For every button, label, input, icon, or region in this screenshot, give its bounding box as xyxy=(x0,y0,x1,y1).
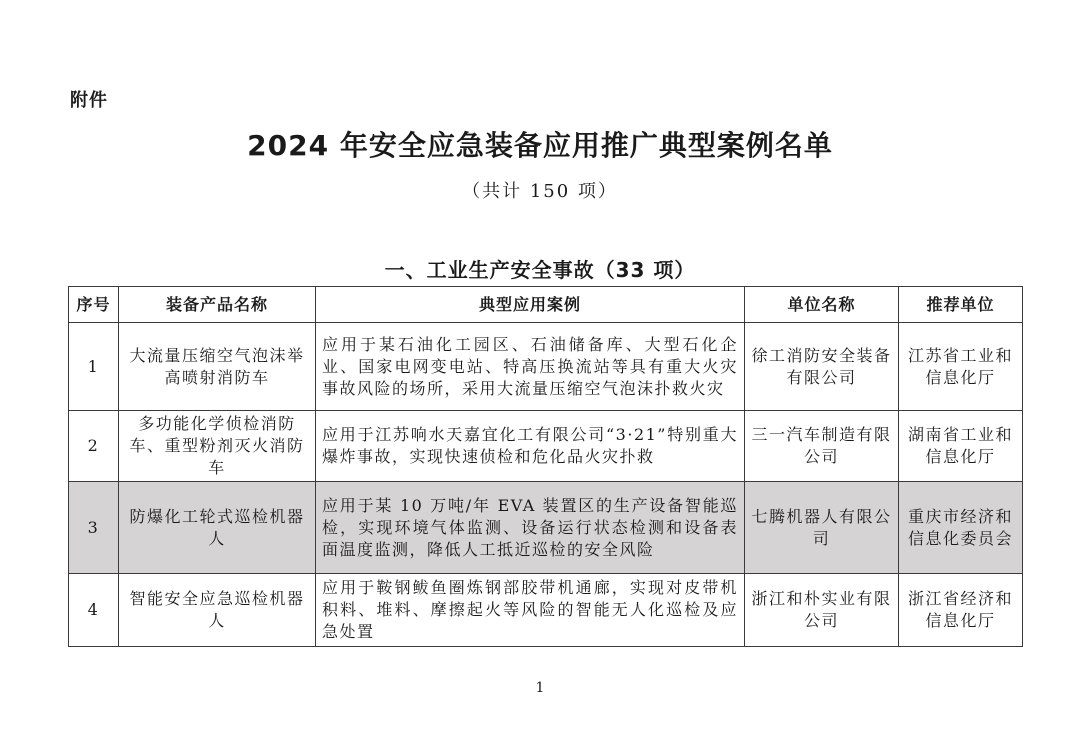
cell-no: 1 xyxy=(69,323,119,411)
table-row xyxy=(69,323,1023,411)
cell-recommender: 浙江省经济和信息化厅 xyxy=(899,574,1023,647)
page-title: 2024 年安全应急装备应用推广典型案例名单 xyxy=(247,129,833,162)
cell-no: 2 xyxy=(69,411,119,482)
cell-product: 大流量压缩空气泡沫举高喷射消防车 xyxy=(119,323,316,411)
column-header-case: 典型应用案例 xyxy=(316,287,745,323)
cell-unit: 七腾机器人有限公司 xyxy=(745,482,899,574)
column-header-unit: 单位名称 xyxy=(745,287,899,323)
column-header-recommender: 推荐单位 xyxy=(899,287,1023,323)
page-subtitle: （共计 150 项） xyxy=(462,181,618,202)
cell-unit: 浙江和朴实业有限公司 xyxy=(745,574,899,647)
section-heading: 一、工业生产安全事故（33 项） xyxy=(384,258,696,282)
cell-unit: 三一汽车制造有限公司 xyxy=(745,411,899,482)
column-header-product: 装备产品名称 xyxy=(119,287,316,323)
cell-case: 应用于某石油化工园区、石油储备库、大型石化企业、国家电网变电站、特高压换流站等具有重大火灾事故风险的场所，采用大流量压缩空气泡沫扑救火灾 xyxy=(316,323,745,411)
cell-product: 智能安全应急巡检机器人 xyxy=(119,574,316,647)
cell-case: 应用于鞍钢鲅鱼圈炼钢部胶带机通廊，实现对皮带机积料、堆料、摩擦起火等风险的智能无人化巡检及应急处置 xyxy=(316,574,745,647)
cell-recommender: 重庆市经济和信息化委员会 xyxy=(899,482,1023,574)
cell-recommender: 江苏省工业和信息化厅 xyxy=(899,323,1023,411)
cell-no: 3 xyxy=(69,482,119,574)
cell-unit: 徐工消防安全装备有限公司 xyxy=(745,323,899,411)
column-header-no: 序号 xyxy=(69,287,119,323)
attachment-label: 附件 xyxy=(70,90,108,111)
cell-product: 防爆化工轮式巡检机器人 xyxy=(119,482,316,574)
table-row xyxy=(69,411,1023,482)
cell-case: 应用于江苏响水天嘉宜化工有限公司“3·21”特别重大爆炸事故，实现快速侦检和危化品火灾扑救 xyxy=(316,411,745,482)
table-row xyxy=(69,574,1023,647)
table-row-highlighted xyxy=(69,482,1023,574)
table-header-row xyxy=(69,287,1023,323)
cell-recommender: 湖南省工业和信息化厅 xyxy=(899,411,1023,482)
cell-product: 多功能化学侦检消防车、重型粉剂灭火消防车 xyxy=(119,411,316,482)
page-number: 1 xyxy=(535,680,545,696)
cell-case: 应用于某 10 万吨/年 EVA 装置区的生产设备智能巡检，实现环境气体监测、设备运行状态检测和设备表面温度监测，降低人工抵近巡检的安全风险 xyxy=(316,482,745,574)
case-table xyxy=(68,286,1023,647)
cell-no: 4 xyxy=(69,574,119,647)
